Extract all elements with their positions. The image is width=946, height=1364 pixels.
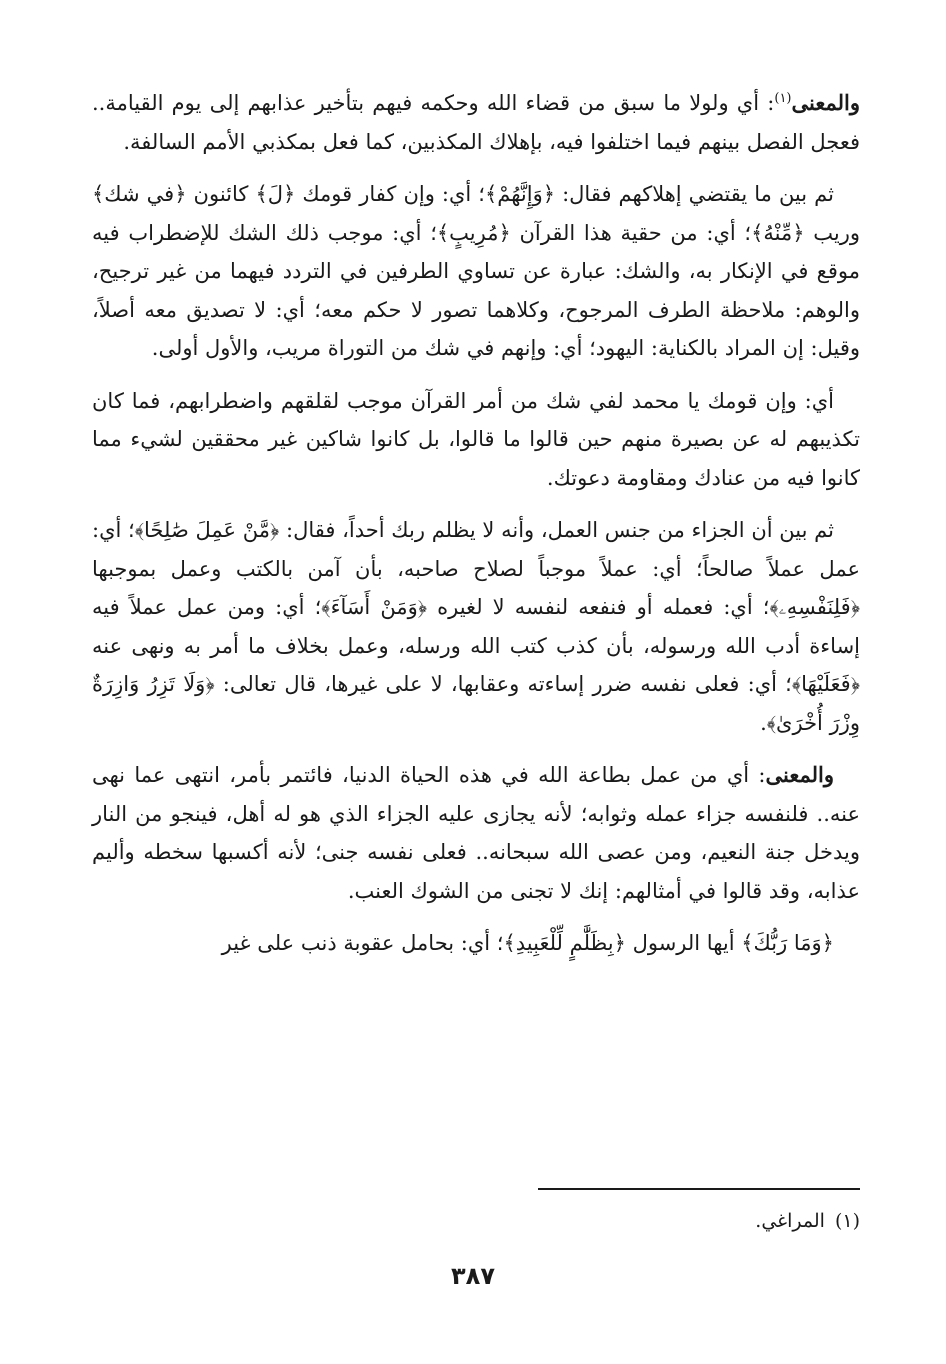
paragraph-3	[92, 382, 860, 498]
paragraph-lead: والمعنى	[765, 762, 834, 787]
paragraph-lead: والمعنى	[791, 90, 860, 115]
footnote-divider	[538, 1188, 860, 1190]
paragraph-1	[92, 84, 860, 161]
paragraph-text: : أي من عمل بطاعة الله في هذه الحياة الدنيا، فائتمر بأمر، انتهى عما نهى عنه.. فلنفسه جزاء عمله وثوابه؛ لأنه يجازى عليه الجزاء الذي هو له أهل، فينجو من النار ويدخل جنة النعيم، ومن عصى الله سبحانه.. فعلى نفسه جنى؛ لأنه أكسبها سخطه وأليم عذابه، وقد قالوا في أمثالهم: إنك لا تجنى من الشوك العنب.	[92, 763, 860, 903]
paragraph-5	[92, 756, 860, 910]
paragraph-text: ثم بين أن الجزاء من جنس العمل، وأنه لا يظلم ربك أحداً، فقال: ﴿مَّنْ عَمِلَ صَٰلِحًا﴾؛ أي: عمل عملاً صالحاً؛ أي: عملاً موجباً لصلاح صاحبه، بأن آمن بالكتب وعمل بموجبها ﴿فَلِنَفْسِهِۦ﴾؛ أي: فعمله أو فنفعه لنفسه لا لغيره ﴿وَمَنْ أَسَآءَ﴾؛ أي: ومن عمل عملاً فيه إساءة أدب الله ورسوله، بأن كذب كتب الله ورسله، وعمل بخلاف ما أمر به ونهى عنه ﴿فَعَلَيْهَا﴾؛ أي: فعلى نفسه ضرر إساءته وعقابها، لا على غيرها، قال تعالى: ﴿وَلَا تَزِرُ وَازِرَةٌ وِزْرَ أُخْرَىٰ﴾.	[92, 518, 860, 735]
paragraph-text: أي: وإن قومك يا محمد لفي شك من أمر القرآن موجب لقلقهم واضطرابهم، فما كان تكذيبهم له عن بصيرة منهم حين قالوا ما قالوا، بل كانوا شاكين غير محققين لشيء مما كانوا فيه من عنادك ومقاومة دعوتك.	[92, 388, 860, 490]
paragraph-text: : أي ولولا ما سبق من قضاء الله وحكمه فيهم بتأخير عذابهم إلى يوم القيامة.. فعجل الفصل بينهم فيما اختلفوا فيه، بإهلاك المكذبين، كما فعل بمكذبي الأمم السالفة.	[92, 91, 860, 154]
paragraph-text: ثم بين ما يقتضي إهلاكهم فقال: ﴿وَإِنَّهُمْ﴾؛ أي: وإن كفار قومك ﴿لَ﴾ كائنون ﴿في شك﴾ وريب ﴿مِّنْهُ﴾؛ أي: من حقية هذا القرآن ﴿مُرِيبٍ﴾؛ أي: موجب ذلك الشك للإضطراب فيه موقع في الإنكار به، والشك: عبارة عن تساوي الطرفين في التردد فيهما من غير ترجيح، والوهم: ملاحظة الطرف المرجوح، وكلاهما تصور لا حكم معه؛ أي: لا تصديق معه أصلاً، وقيل: إن المراد بالكناية: اليهود؛ أي: وإنهم في شك من التوراة مريب، والأول أولى.	[92, 182, 860, 360]
page-number: ٣٨٧	[451, 1262, 495, 1290]
footnote	[755, 1206, 860, 1236]
paragraph-6	[92, 924, 860, 963]
footnote-number: (١)	[834, 1210, 860, 1232]
footnote-text: المراغي.	[755, 1210, 825, 1232]
page-body	[92, 84, 860, 977]
paragraph-4	[92, 511, 860, 742]
footnote-ref: (١)	[774, 91, 792, 106]
paragraph-text: ﴿وَمَا رَبُّكَ﴾ أيها الرسول ﴿بِظَلَّٰمٍ لِّلْعَبِيدِ﴾؛ أي: بحامل عقوبة ذنب على غير	[221, 931, 834, 955]
paragraph-2	[92, 175, 860, 368]
